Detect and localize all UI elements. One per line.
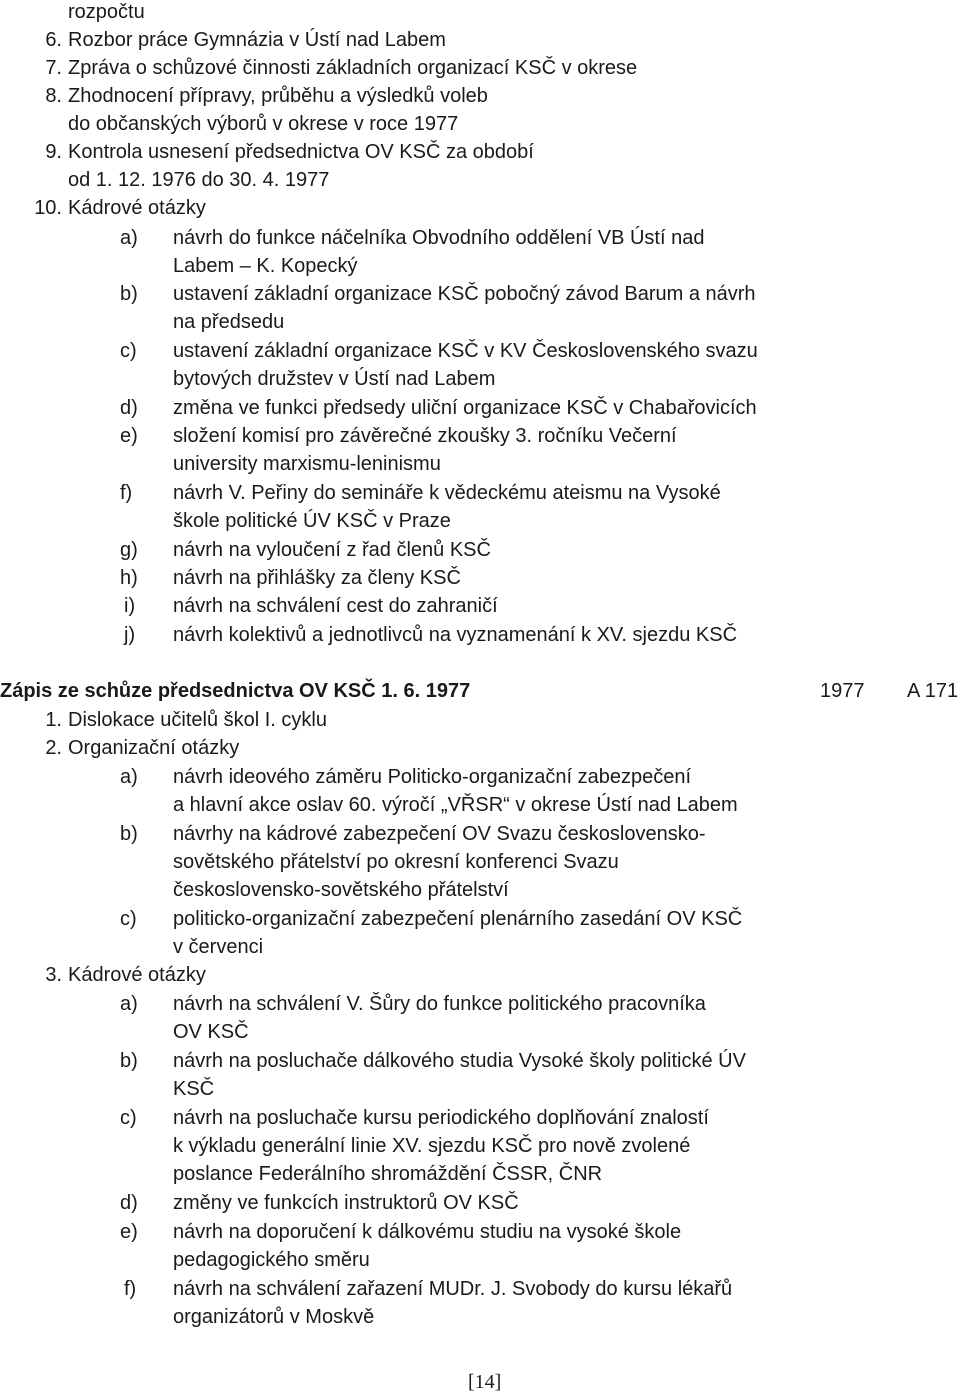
sub-item: návrh kolektivů a jednotlivců na vyznamenání k XV. sjezdu KSČ — [173, 624, 738, 646]
sub-item-letter: g) — [120, 539, 138, 561]
sub-item: politicko-organizační zabezpečení plenárního zasedání OV KSČ — [173, 908, 743, 930]
sub-item-continuation: KSČ — [173, 1078, 215, 1100]
sub-item-letter: h) — [120, 567, 138, 589]
sub-item: návrh na schválení V. Šůry do funkce politického pracovníka — [173, 993, 706, 1015]
sub-item-letter: e) — [120, 425, 138, 447]
sub-item-continuation: poslance Federálního shromáždění ČSSR, ČNR — [173, 1163, 603, 1185]
list-item: Rozbor práce Gymnázia v Ústí nad Labem — [68, 29, 446, 51]
list-item-continuation: od 1. 12. 1976 do 30. 4. 1977 — [68, 169, 330, 191]
list-item: Kontrola usnesení předsednictva OV KSČ za období — [68, 141, 534, 163]
sub-item-letter: e) — [120, 1221, 138, 1243]
list-number: 6. — [45, 29, 62, 51]
sub-item-letter: b) — [120, 823, 138, 845]
sub-item-letter: b) — [120, 283, 138, 305]
list-number: 10. — [34, 197, 62, 219]
sub-item: návrh na vyloučení z řad členů KSČ — [173, 539, 491, 561]
sub-item-continuation: pedagogického směru — [173, 1249, 370, 1271]
sub-item: změny ve funkcích instruktorů OV KSČ — [173, 1192, 519, 1214]
sub-item-letter: j) — [124, 624, 136, 646]
sub-item-continuation: v červenci — [173, 936, 264, 958]
list-item: Zpráva o schůzové činnosti základních organizací KSČ v okrese — [68, 57, 638, 79]
sub-item: návrh na schválení zařazení MUDr. J. Svobody do kursu lékařů — [173, 1278, 733, 1300]
record-title: Zápis ze schůze předsednictva OV KSČ 1. 6. 1977 — [0, 680, 471, 702]
sub-item: návrh na posluchače dálkového studia Vysoké školy politické ÚV — [173, 1050, 746, 1072]
sub-item: ustavení základní organizace KSČ v KV Československého svazu — [173, 340, 758, 362]
list-number: 1. — [45, 709, 62, 731]
page-number: [14] — [468, 1371, 502, 1393]
list-number: 9. — [45, 141, 62, 163]
sub-item-letter: c) — [120, 908, 137, 930]
list-item-continuation: do občanských výborů v okrese v roce 1977 — [68, 113, 459, 135]
sub-item-continuation: škole politické ÚV KSČ v Praze — [173, 510, 451, 532]
record-signature: A 171 — [907, 680, 959, 702]
list-item: Dislokace učitelů škol I. cyklu — [68, 709, 327, 731]
list-number: 8. — [45, 85, 62, 107]
sub-item-letter: a) — [120, 993, 138, 1015]
sub-item-continuation: a hlavní akce oslav 60. výročí „VŘSR“ v okrese Ústí nad Labem — [173, 794, 738, 816]
list-item: Kádrové otázky — [68, 964, 206, 986]
sub-item: návrhy na kádrové zabezpečení OV Svazu československo- — [173, 823, 706, 845]
sub-item: návrh na schválení cest do zahraničí — [173, 595, 498, 617]
list-number: 7. — [45, 57, 62, 79]
sub-item-continuation: OV KSČ — [173, 1021, 249, 1043]
sub-item-continuation: organizátorů v Moskvě — [173, 1306, 375, 1328]
sub-item-continuation: university marxismu-leninismu — [173, 453, 441, 475]
list-number: 3. — [45, 964, 62, 986]
sub-item-letter: b) — [120, 1050, 138, 1072]
sub-item-continuation: k výkladu generální linie XV. sjezdu KSČ pro nově zvolené — [173, 1135, 691, 1157]
sub-item-letter: c) — [120, 340, 137, 362]
sub-item: návrh do funkce náčelníka Obvodního oddělení VB Ústí nad — [173, 227, 705, 249]
sub-item: návrh ideového záměru Politicko-organizační zabezpečení — [173, 766, 692, 788]
sub-item-letter: f) — [120, 482, 133, 504]
sub-item-letter: d) — [120, 1192, 138, 1214]
sub-item: návrh na doporučení k dálkovému studiu na vysoké škole — [173, 1221, 682, 1243]
sub-item: návrh na posluchače kursu periodického doplňování znalostí — [173, 1107, 709, 1129]
list-item: Zhodnocení přípravy, průběhu a výsledků voleb — [68, 85, 488, 107]
record-year: 1977 — [820, 680, 865, 702]
list-item: Organizační otázky — [68, 737, 240, 759]
sub-item-continuation: Labem – K. Kopecký — [173, 255, 358, 277]
sub-item-letter: a) — [120, 227, 138, 249]
sub-item: návrh V. Peřiny do semináře k vědeckému ateismu na Vysoké — [173, 482, 721, 504]
sub-item-letter: f) — [124, 1278, 137, 1300]
list-number: 2. — [45, 737, 62, 759]
sub-item-continuation: sovětského přátelství po okresní konferenci Svazu — [173, 851, 619, 873]
sub-item-letter: d) — [120, 397, 138, 419]
list-continuation: rozpočtu — [68, 1, 145, 23]
sub-item-continuation: na předsedu — [173, 311, 285, 333]
sub-item: návrh na přihlášky za členy KSČ — [173, 567, 461, 589]
sub-item-letter: c) — [120, 1107, 137, 1129]
sub-item-letter: a) — [120, 766, 138, 788]
sub-item-continuation: bytových družstev v Ústí nad Labem — [173, 368, 496, 390]
list-item: Kádrové otázky — [68, 197, 206, 219]
sub-item: změna ve funkci předsedy uliční organizace KSČ v Chabařovicích — [173, 397, 757, 419]
sub-item: ustavení základní organizace KSČ pobočný závod Barum a návrh — [173, 283, 756, 305]
sub-item-letter: i) — [124, 595, 136, 617]
sub-item: složení komisí pro závěrečné zkoušky 3. ročníku Večerní — [173, 425, 677, 447]
sub-item-continuation: československo-sovětského přátelství — [173, 879, 509, 901]
